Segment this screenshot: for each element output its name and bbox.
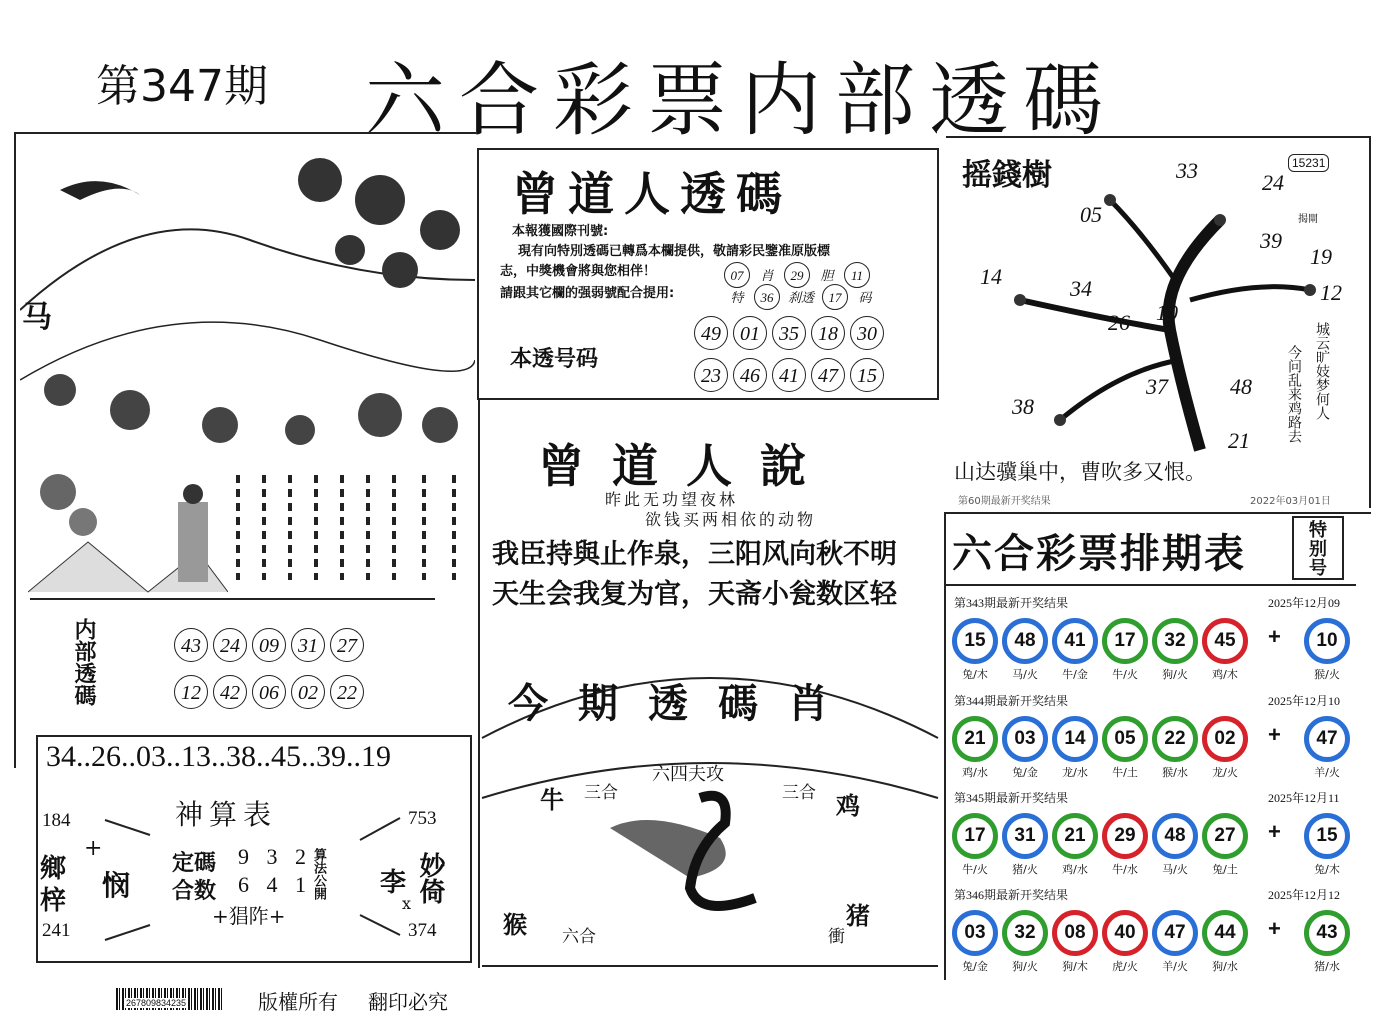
zodiac-hou: 猴 bbox=[503, 911, 527, 939]
ball-zodiac-element: 猪/火 bbox=[1012, 863, 1038, 876]
result-ball: 32 bbox=[1002, 910, 1048, 956]
result-ball: 21 bbox=[1052, 813, 1098, 859]
inner-number: 27 bbox=[330, 628, 364, 662]
ball-zodiac-element: 龙/水 bbox=[1062, 766, 1088, 779]
small-circle-row-2 bbox=[724, 284, 882, 311]
right-char: 李 bbox=[380, 868, 407, 898]
small-code: 特 bbox=[730, 290, 744, 305]
tree-title: 摇錢樹 bbox=[962, 158, 1052, 193]
special-number-header bbox=[1292, 516, 1344, 580]
page-title: 六合彩票内部透碼 bbox=[365, 54, 1117, 147]
code-number: 30 bbox=[850, 316, 884, 350]
result-ball: 03 bbox=[1002, 716, 1048, 762]
tree-num: 39 bbox=[1260, 228, 1282, 253]
algorithm-public: 算法公開 bbox=[311, 848, 326, 900]
result-ball: 41 bbox=[1052, 618, 1098, 664]
shuo-title: 曾道人說 bbox=[538, 439, 834, 493]
ball-zodiac-element: 牛/火 bbox=[1112, 668, 1138, 681]
sanhe-right: 三合 bbox=[782, 783, 816, 803]
code-number: 46 bbox=[733, 358, 767, 392]
tree-num: 26 bbox=[1108, 310, 1130, 335]
special-zodiac-element: 羊/火 bbox=[1314, 766, 1340, 779]
lady-image bbox=[28, 462, 228, 594]
result-ball: 31 bbox=[1002, 813, 1048, 859]
result-ball: 17 bbox=[1102, 618, 1148, 664]
ball-zodiac-element: 马/火 bbox=[1162, 863, 1188, 876]
ball-zodiac-element: 狗/火 bbox=[1162, 668, 1188, 681]
result-ball: 47 bbox=[1152, 910, 1198, 956]
zodiac-ji: 鸡 bbox=[836, 792, 860, 820]
poem-line-1: 我臣持與止作泉，三阳风向秋不明 bbox=[492, 539, 897, 570]
result-ball: 48 bbox=[1002, 618, 1048, 664]
bottom-chars: +猖阼+ bbox=[212, 904, 286, 928]
special-zodiac-element: 猪/水 bbox=[1314, 960, 1340, 973]
draw-result-heading: 第346期最新开奖结果 bbox=[954, 888, 1069, 902]
result-ball: 15 bbox=[952, 618, 998, 664]
heng-label: 衝 bbox=[828, 927, 845, 947]
inner-number: 12 bbox=[174, 675, 208, 709]
sanhe-left: 三合 bbox=[584, 783, 618, 803]
code-number: 01 bbox=[733, 316, 767, 350]
mid-char: 悯 bbox=[102, 869, 131, 902]
tree-num: 14 bbox=[980, 264, 1002, 289]
zodiac-horse: 马 bbox=[22, 300, 52, 335]
ball-zodiac-element: 鸡/木 bbox=[1212, 668, 1238, 681]
inner-number: 42 bbox=[213, 675, 247, 709]
small-code: 17 bbox=[822, 284, 848, 310]
small-code: 胆 bbox=[820, 268, 834, 283]
numbers-line: 34..26..03..13..38..45..39..19 bbox=[46, 740, 391, 773]
special-ball: 47 bbox=[1304, 716, 1350, 762]
num-241: 241 bbox=[42, 920, 71, 941]
ball-zodiac-element: 狗/水 bbox=[1212, 960, 1238, 973]
special-ball: 43 bbox=[1304, 910, 1350, 956]
calligraphy-image bbox=[228, 470, 468, 595]
draw-date: 2025年12月11 bbox=[1268, 791, 1340, 805]
ball-zodiac-element: 猴/水 bbox=[1162, 766, 1188, 779]
ding-label: 定碼 bbox=[172, 851, 217, 876]
zodiac-niu: 牛 bbox=[540, 786, 564, 814]
draw-result-heading: 第344期最新开奖结果 bbox=[954, 694, 1069, 708]
inner-code-row-1 bbox=[174, 628, 369, 662]
code-number: 41 bbox=[772, 358, 806, 392]
inner-number: 02 bbox=[291, 675, 325, 709]
ball-zodiac-element: 狗/木 bbox=[1062, 960, 1088, 973]
code-number: 23 bbox=[694, 358, 728, 392]
tree-num: 38 bbox=[1012, 394, 1034, 419]
tree-num: 33 bbox=[1176, 158, 1198, 183]
result-ball: 45 bbox=[1202, 618, 1248, 664]
zodiac-zhu: 猪 bbox=[846, 902, 870, 930]
tree-num: 12 bbox=[1320, 280, 1342, 305]
ball-zodiac-element: 牛/火 bbox=[962, 863, 988, 876]
lady-illustration bbox=[28, 462, 228, 594]
num-753: 753 bbox=[408, 808, 437, 829]
ball-zodiac-element: 龙/火 bbox=[1212, 766, 1238, 779]
tree-num: 05 bbox=[1080, 202, 1102, 227]
top-title: 曾道人透碼 bbox=[512, 167, 792, 221]
liusi-label: 六四夫攻 bbox=[652, 764, 724, 785]
result-ball: 22 bbox=[1152, 716, 1198, 762]
ball-zodiac-element: 马/火 bbox=[1012, 668, 1038, 681]
benqi-label: 本透号码 bbox=[510, 347, 599, 372]
result-ball: 17 bbox=[952, 813, 998, 859]
ball-zodiac-element: 羊/火 bbox=[1162, 960, 1188, 973]
ball-zodiac-element: 兔/土 bbox=[1212, 863, 1238, 876]
small-code: 11 bbox=[844, 262, 870, 288]
code-number: 49 bbox=[694, 316, 728, 350]
notice-1: 本報獲國際刊號: bbox=[512, 224, 609, 239]
code-number: 15 bbox=[850, 358, 884, 392]
small-code: 肖 bbox=[760, 268, 774, 283]
tree-num: 21 bbox=[1228, 428, 1250, 453]
plus-sign: + bbox=[1268, 819, 1281, 844]
tree-poem-col-1: 城云旷妓梦何人 bbox=[1314, 322, 1330, 420]
special-ball: 10 bbox=[1304, 618, 1350, 664]
plus-sign: + bbox=[1268, 624, 1281, 649]
code-number: 35 bbox=[772, 316, 806, 350]
result-ball: 48 bbox=[1152, 813, 1198, 859]
left-chars-1: 鄉 bbox=[40, 854, 67, 884]
code-number: 18 bbox=[811, 316, 845, 350]
tree-num: 10 bbox=[1156, 300, 1178, 325]
ball-zodiac-element: 兔/木 bbox=[962, 668, 988, 681]
code-number: 47 bbox=[811, 358, 845, 392]
inner-code-row-2 bbox=[174, 675, 369, 709]
tree-num: 19 bbox=[1310, 244, 1332, 269]
small-code: 码 bbox=[858, 290, 872, 305]
tree-stamp: 15231 bbox=[1288, 154, 1329, 172]
small-code: 29 bbox=[784, 262, 810, 288]
result-ball: 21 bbox=[952, 716, 998, 762]
tree-num: 24 bbox=[1262, 170, 1284, 195]
inner-number: 09 bbox=[252, 628, 286, 662]
tree-stamp-sub: 揭閘 bbox=[1298, 214, 1318, 225]
result-ball: 03 bbox=[952, 910, 998, 956]
flower-landscape-image bbox=[20, 140, 475, 460]
tree-footer-right: 2022年03月01日 bbox=[1250, 496, 1331, 507]
inner-number: 43 bbox=[174, 628, 208, 662]
code-circle-row-1 bbox=[694, 316, 889, 350]
notice-4: 請跟其它欄的强弱號配合提用: bbox=[500, 286, 675, 301]
inner-number: 22 bbox=[330, 675, 364, 709]
ball-zodiac-element: 牛/水 bbox=[1112, 863, 1138, 876]
special-label: 特别号 bbox=[1309, 520, 1327, 579]
num-184: 184 bbox=[42, 810, 71, 831]
ball-zodiac-element: 鸡/水 bbox=[962, 766, 988, 779]
notice-3: 志，中獎機會將與您相伴！ bbox=[500, 264, 657, 279]
divider bbox=[30, 598, 435, 600]
ball-zodiac-element: 牛/金 bbox=[1062, 668, 1088, 681]
he-label: 合数 bbox=[172, 879, 217, 904]
draw-result-heading: 第343期最新开奖结果 bbox=[954, 596, 1069, 610]
tree-poem-col-2: 今问乱来鸡路去 bbox=[1286, 345, 1302, 443]
result-ball: 05 bbox=[1102, 716, 1148, 762]
schedule-divider bbox=[946, 584, 1356, 586]
x-mark: x bbox=[402, 894, 412, 913]
special-zodiac-element: 猴/火 bbox=[1314, 668, 1340, 681]
result-ball: 44 bbox=[1202, 910, 1248, 956]
issue-number: 第347期 bbox=[96, 61, 268, 112]
code-circle-row-2 bbox=[694, 358, 889, 392]
ball-zodiac-element: 兔/金 bbox=[1012, 766, 1038, 779]
small-code: 36 bbox=[754, 284, 780, 310]
liuhe-label: 六合 bbox=[562, 927, 596, 947]
plus-sign: + bbox=[1268, 722, 1281, 747]
tree-footer-left: 第60期最新开奖结果 bbox=[958, 496, 1051, 507]
ball-zodiac-element: 兔/金 bbox=[962, 960, 988, 973]
he-values: 6 4 1 bbox=[238, 872, 312, 897]
tree-poem: 山达骥巢中，曹吹多又恨。 bbox=[954, 460, 1206, 484]
draw-result-heading: 第345期最新开奖结果 bbox=[954, 791, 1069, 805]
small-code: 刹透 bbox=[787, 290, 814, 305]
result-ball: 40 bbox=[1102, 910, 1148, 956]
inner-number: 24 bbox=[213, 628, 247, 662]
copyright: 版權所有 bbox=[258, 990, 338, 1014]
right-chars: 妙倚 bbox=[415, 852, 445, 904]
ding-values: 9 3 2 bbox=[238, 844, 312, 869]
inner-code-label: 内部透碼 bbox=[71, 618, 96, 706]
ball-zodiac-element: 虎/火 bbox=[1112, 960, 1138, 973]
tree-num: 37 bbox=[1146, 374, 1168, 399]
calligraphy-block bbox=[228, 470, 468, 595]
ball-zodiac-element: 牛/土 bbox=[1112, 766, 1138, 779]
shensuan-title: 神算表 bbox=[175, 798, 278, 831]
special-ball: 15 bbox=[1304, 813, 1350, 859]
small-code: 07 bbox=[724, 262, 750, 288]
ball-zodiac-element: 鸡/水 bbox=[1062, 863, 1088, 876]
result-ball: 02 bbox=[1202, 716, 1248, 762]
tree-num: 48 bbox=[1230, 374, 1252, 399]
landscape-illustration bbox=[20, 140, 475, 460]
result-ball: 27 bbox=[1202, 813, 1248, 859]
result-ball: 29 bbox=[1102, 813, 1148, 859]
notice-2: 現有向特別透碼已轉爲本欄提供，敬請彩民鑒准原版標 bbox=[518, 244, 831, 259]
draw-date: 2025年12月10 bbox=[1268, 694, 1341, 708]
ball-zodiac-element: 狗/火 bbox=[1012, 960, 1038, 973]
plus-mark: + bbox=[84, 836, 103, 861]
subtitle-2: 欲钱买两相依的动物 bbox=[645, 510, 817, 529]
no-reprint: 翻印必究 bbox=[368, 990, 448, 1014]
inner-number: 06 bbox=[252, 675, 286, 709]
subtitle-1: 昨此无功望夜林 bbox=[605, 490, 739, 509]
jinqi-title: 今期透碼肖 bbox=[508, 680, 858, 727]
poem-line-2: 天生会我复为官，天斋小瓮数区轻 bbox=[492, 579, 897, 610]
left-chars-2: 梓 bbox=[40, 886, 67, 916]
inner-number: 31 bbox=[291, 628, 325, 662]
draw-date: 2025年12月12 bbox=[1268, 888, 1341, 902]
draw-date: 2025年12月09 bbox=[1268, 596, 1341, 610]
num-374: 374 bbox=[408, 920, 437, 941]
result-ball: 32 bbox=[1152, 618, 1198, 664]
tree-num: 34 bbox=[1070, 276, 1092, 301]
barcode-number: 267809834235 bbox=[126, 998, 187, 1008]
schedule-title: 六合彩票排期表 bbox=[952, 531, 1246, 577]
result-ball: 14 bbox=[1052, 716, 1098, 762]
plus-sign: + bbox=[1268, 916, 1281, 941]
result-ball: 08 bbox=[1052, 910, 1098, 956]
special-zodiac-element: 兔/木 bbox=[1314, 863, 1340, 876]
